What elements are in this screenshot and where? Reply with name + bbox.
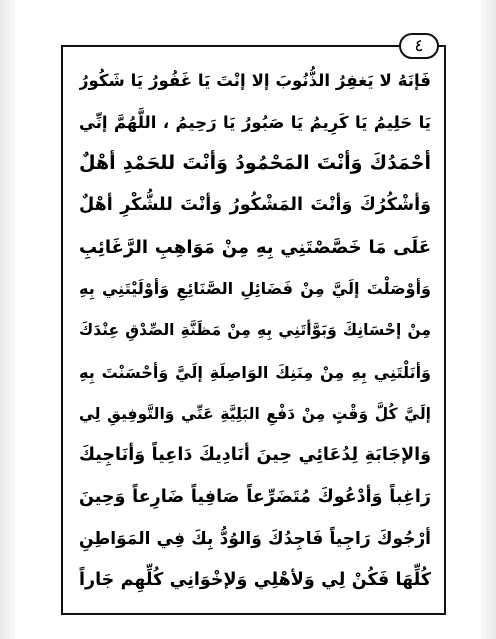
text-line: كُلِّهَا فَكُنْ لِي وَلأهْلِي وَلإخْوَانِي كُلِّهِم جَاراً (79, 570, 431, 591)
text-line: يَا حَلِيمُ يَا كَرِيمُ يَا صَبُورُ يَا رَحِيمُ ، اللَّهُمَّ إنِّي (79, 112, 431, 132)
arabic-text-body (79, 60, 431, 602)
text-line: عَلَى مَا خَصَّصْتَنِي بِهِ مِنْ مَوَاهِبِ الرَّغَائِبِ (79, 236, 431, 258)
viewer-left-edge (0, 0, 14, 639)
text-line: وَأشْكُرُكَ وَأنْتَ المَشْكُورُ وَأنْتَ للشُّكْرِ أهْلٌ (79, 195, 431, 216)
book-page (15, 0, 481, 639)
text-line: إلَيَّ كُلَّ وَقْتٍ مِنْ دَفْعِ البَلِيَّةِ عَنِّي وَالتَّوفِيقِ لِي (79, 404, 431, 423)
page-number-badge: ٤ (399, 33, 439, 59)
text-line: مِنْ إحْسَانِكَ وَبَوَّأتَنِي بِهِ مِنْ مَظَنَّةِ الصِّدْقِ عِنْدَكَ (79, 321, 431, 340)
text-line: أرْجُوكَ رَاجِياً فَاجِدُكَ وَالوُدُّ بِكَ فِي المَوَاطِنِ (79, 528, 431, 549)
text-line: أحْمَدُكَ وَأنْتَ المَحْمُودُ وَأنْتَ للحَمْدِ أهْلٌ (79, 152, 431, 175)
text-line: رَاغِباً وَأدْعُوكَ مُتَضَرِّعاً صَافِياً ضَارِعاً وَحِينَ (79, 486, 431, 507)
text-line: وَأنَلْتَنِي بِهِ مِنْ مِنَنِكَ الوَاصِلَةِ إلَيَّ وَأحْسَنْتَ بِهِ (79, 362, 431, 382)
text-line: وَالإجَابَةِ لِدُعَائِي حِينَ أنَادِيكَ دَاعِياً وَأنَاجِيكَ (79, 445, 431, 466)
text-line: وَأوْصَلْتَ إلَيَّ مِنْ فَضَائِلِ الصَّنَائِعِ وَأوْلَيْتَنِي بِهِ (79, 279, 431, 299)
viewer-right-edge (482, 0, 496, 639)
text-line: فَإنَهُ لا يَغفِرُ الذُّنُوبَ إلا إنْتَ يَا غَفُورُ يَا شَكُورُ (79, 71, 431, 90)
